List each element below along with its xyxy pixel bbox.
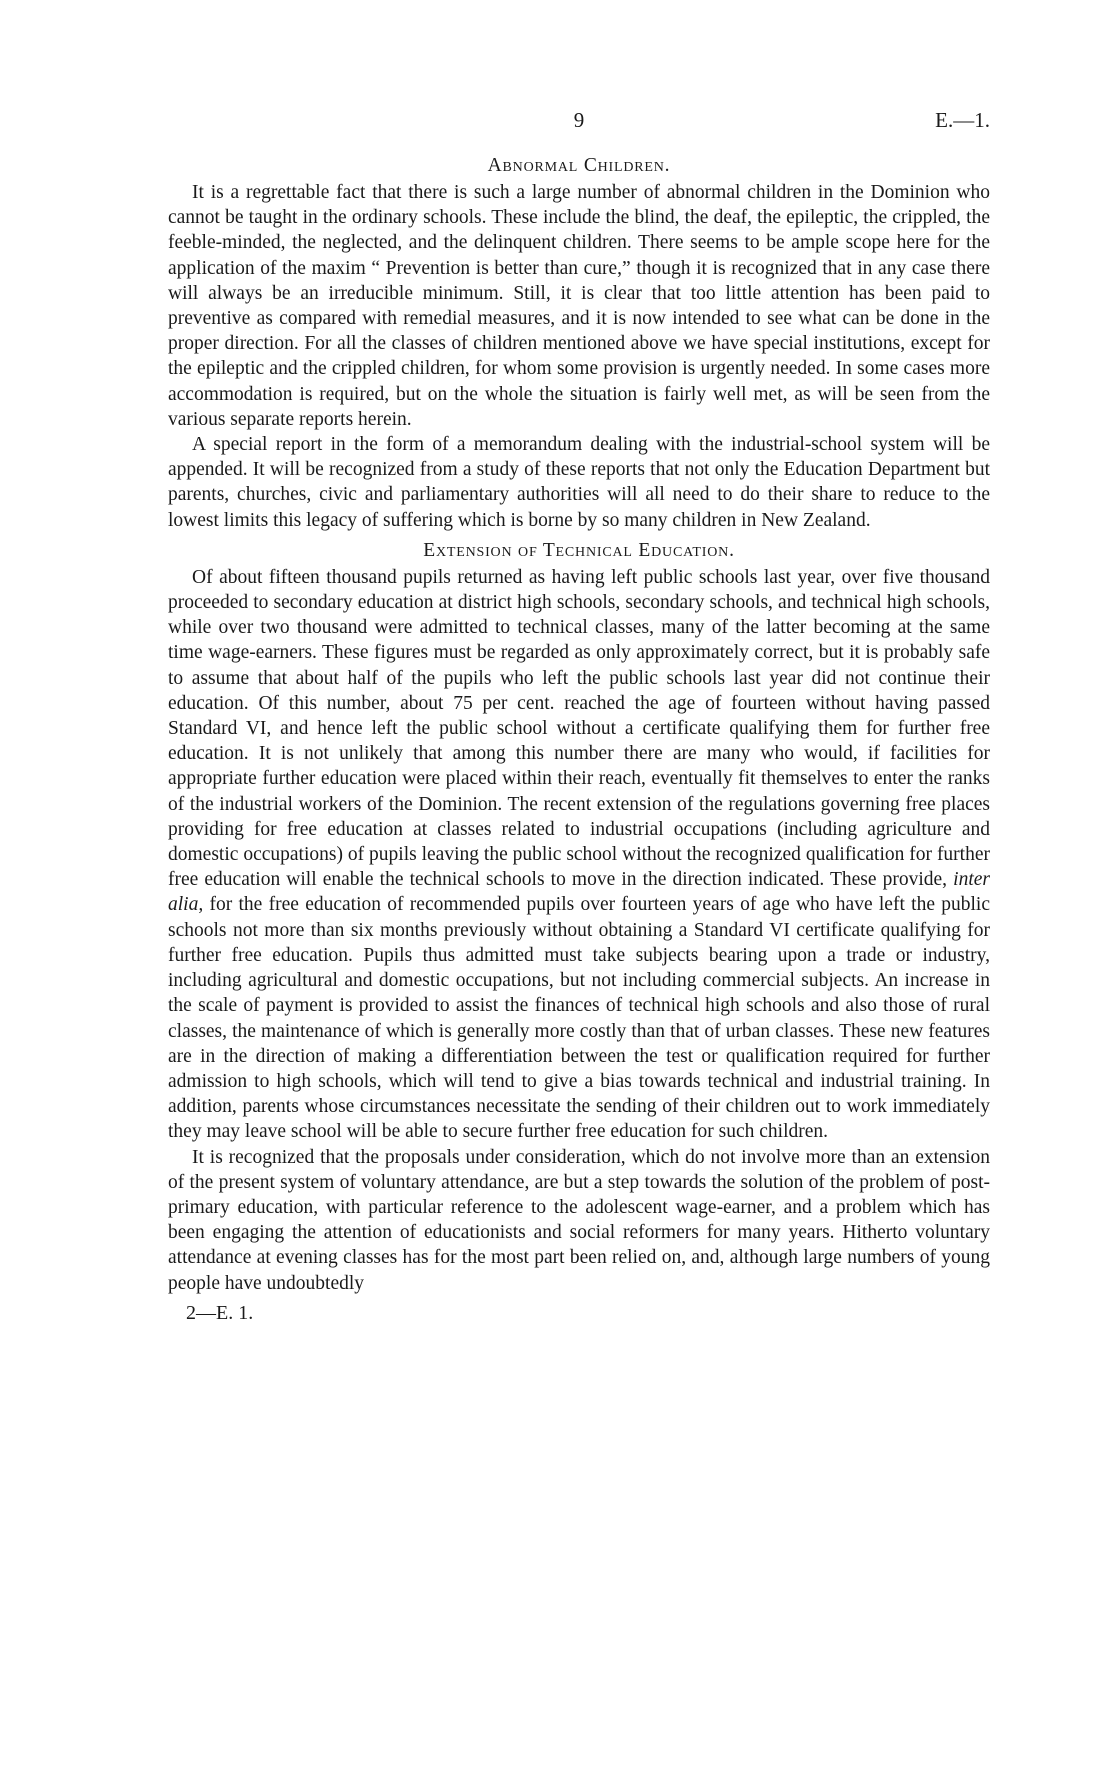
section-abnormal-children	[168, 152, 990, 533]
paragraph-text: Of about fifteen thousand pupils returned as having left public schools last year, over five thousand proceeded to secondary education at district high schools, secondary schools, and technical high schools, while over two thousand were admitted to technical classes, many of the latter becoming at the same time wage-earners. These figures must be regarded as only approximately correct, but it is probably safe to assume that about half of the pupils who left the public schools last year did not continue their education. Of this number, about 75 per cent. reached the age of fourteen without having passed Standard VI, and hence left the public school without a certificate qualifying them for further free education. It is not unlikely that among this number there are many who would, if facilities for appropriate further education were placed within their reach, eventually fit themselves to enter the ranks of the industrial workers of the Dominion. The recent extension of the regulations governing free places providing for free education at classes related to industrial occupations (including agriculture and domestic occupations) of pupils leaving the public school without the recognized qualification for further free education will enable the technical schools to move in the direction indicated. These provide,	[168, 566, 990, 891]
paragraph	[168, 565, 990, 1145]
document-code: E.—1.	[935, 108, 990, 132]
paragraph: A special report in the form of a memorandum dealing with the industrial-school system will be appended. It will be recognized from a study of these reports that not only the Education Department but parents, churches, civic and parliamentary authorities will all need to do their share to reduce to the lowest limits this legacy of suffering which is borne by so many children in New Zealand.	[168, 434, 990, 531]
paragraph: It is a regrettable fact that there is such a large number of abnormal children in the Dominion who cannot be taught in the ordinary schools. These include the blind, the deaf, the epileptic, the crippled, the feeble-minded, the neglected, and the delinquent children. There seems to be ample scope here for the application of the maxim “ Prevention is better than cure,” though it is recognized that in any case there will always be an irreducible minimum. Still, it is clear that too little attention has been paid to preventive as compared with remedial measures, and it is now intended to see what can be done in the proper direction. For all the classes of children mentioned above we have special institutions, except for the epileptic and the crippled children, for whom some provision is urgently needed. In some cases more accommodation is required, but on the whole the situation is fairly well met, as will be seen from the various separate reports herein.	[168, 182, 990, 430]
paragraph: It is recognized that the proposals under consideration, which do not involve more than an extension of the present system of voluntary attendance, are but a step towards the solution of the problem of post-primary education, with particular reference to the adolescent wage-earner, and a problem which has been engaging the attention of educationists and social reformers for many years. Hitherto voluntary attendance at evening classes has for the most part been relied on, and, although large numbers of young people have undoubtedly	[168, 1146, 990, 1294]
italic-phrase: inter alia,	[168, 869, 990, 916]
signature-mark: 2—E. 1.	[186, 1301, 254, 1324]
page-header	[168, 100, 990, 140]
page-number: 9	[573, 108, 585, 132]
paragraph-text: for the free education of recommended pupils over fourteen years of age who have left the public schools not more than six months previously without obtaining a Standard VI certificate qualifying for further free education. Pupils thus admitted must take subjects bearing upon a trade or industry, including agricultural and domestic occupations, but not including commercial subjects. An increase in the scale of payment is provided to assist the finances of technical high schools and also those of rural classes, the maintenance of which is generally more costly than that of urban classes. These new features are in the direction of making a differentiation between the test or qualification required for further admission to high schools, which will tend to give a bias towards technical and industrial training. In addition, parents whose circumstances necessitate the sending of their children out to work immediately they may leave school will be able to secure further free education for such children.	[168, 894, 990, 1143]
section-technical-education	[168, 537, 990, 1296]
document-page	[168, 100, 990, 1325]
section-heading: Abnormal Children.	[487, 155, 671, 176]
section-heading: Extension of Technical Education.	[423, 539, 735, 561]
